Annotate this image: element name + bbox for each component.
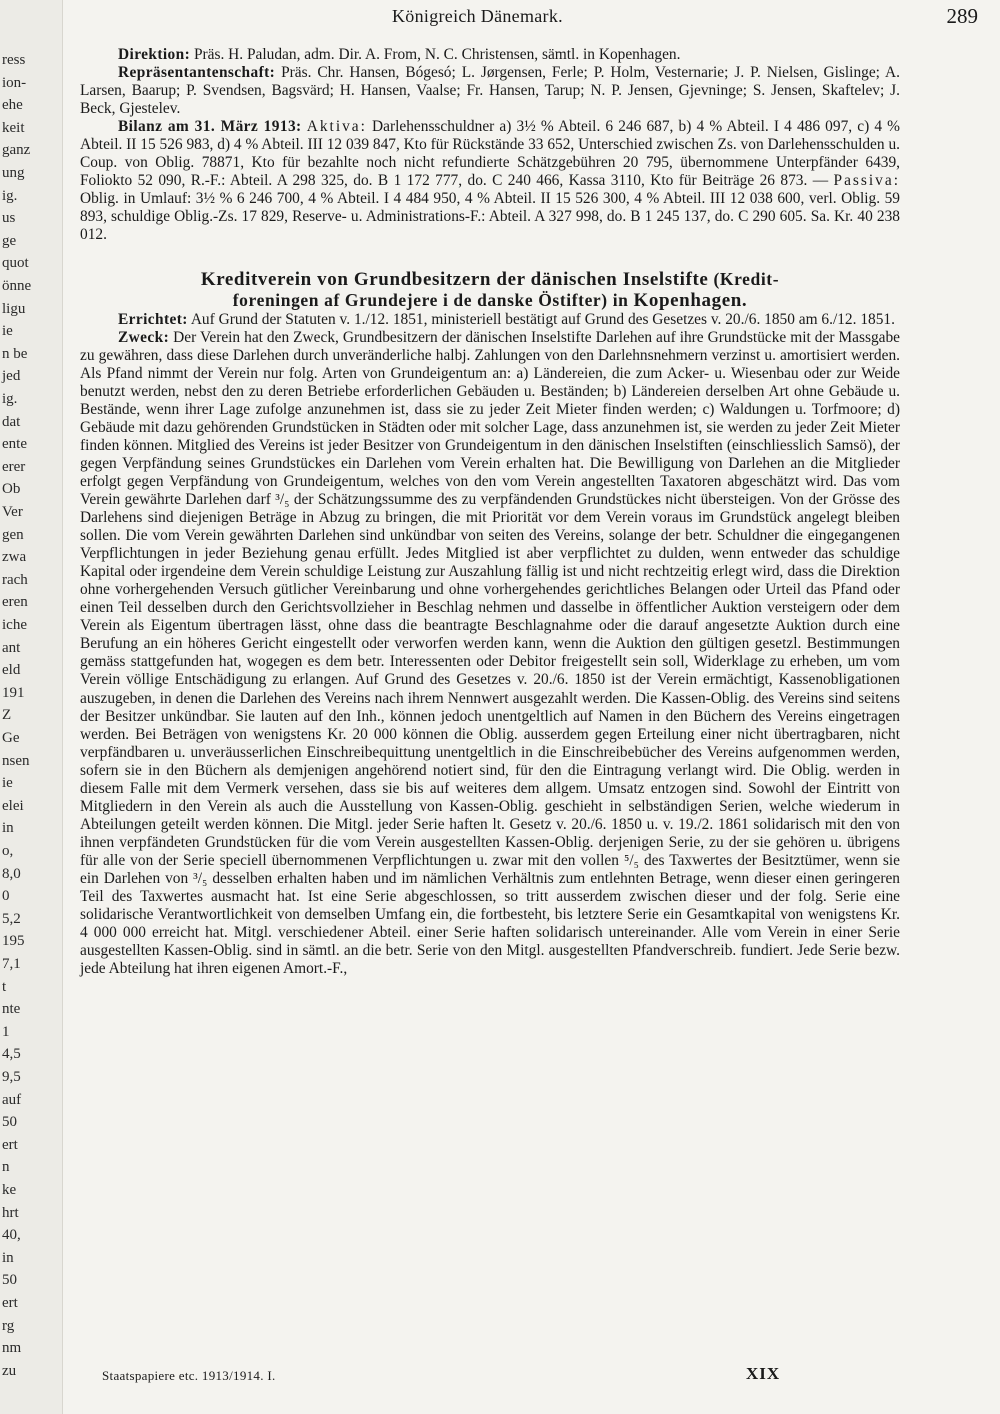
- representatives-paragraph: [80, 64, 900, 118]
- balance-assets-text: Darlehensschuldner a) 3½ % Abteil. 6 246 687, b) 4 % Abteil. I 4 486 097, c) 4 % Abteil. II 15 526 983, d) 4 % Abteil. III 12 039 847, Kto für Rückstände 33 652, Unterschied zwischen Zs. von Darlehensschulden u. Coup. von Oblig. 78871, Kto für bezahlte noch nicht refundierte Schätzgebühren 20 795, übernommene Unterpfänder 6439, Foliokto 52 090, R.-F.: Abteil. A 298 325, do. B 1 172 777, do. C 240 466, Kassa 3110, Kto für Beiträge 26 873. —: [80, 118, 900, 190]
- previous-page-fragment: ke: [2, 1182, 17, 1198]
- representatives-label: Repräsentantenschaft:: [118, 64, 276, 82]
- previous-page-fragment: önne: [2, 278, 32, 294]
- previous-page-fragment: ehe: [2, 97, 23, 114]
- aktiva-label: Aktiva:: [306, 118, 367, 136]
- section-heading-line-2: [80, 290, 900, 311]
- direktion-text: Präs. H. Paludan, adm. Dir. A. From, N. C. Christensen, sämtl. in Kopenhagen.: [193, 46, 681, 63]
- previous-page-margin: [0, 0, 63, 1414]
- previous-page-fragment: zwa: [2, 549, 27, 566]
- previous-page-fragment: o,: [2, 843, 14, 859]
- previous-page-fragment: 195: [2, 933, 25, 950]
- previous-page-fragment: ente: [2, 436, 27, 453]
- footer-signature: XIX: [746, 1364, 781, 1383]
- previous-page-fragment: 7,1: [2, 956, 21, 972]
- balance-liabilities-text: Oblig. in Umlauf: 3½ % 6 246 700, 4 % Abteil. I 4 484 950, 4 % Abteil. II 15 526 300, 4 % Abteil. III 12 038 600, verl. Oblig. 59 893, schuldige Oblig.-Zs. 17 829, Reserve- u. Administrations-F.: Abteil. A 327 998, do. B 1 245 137, do. C 290 605. Sa. Kr. 40 238 012.: [80, 190, 900, 244]
- zweck-label: Zweck:: [118, 328, 170, 346]
- previous-page-fragment: dat: [2, 413, 21, 430]
- previous-page-fragment: 9,5: [2, 1069, 21, 1085]
- previous-page-fragment: Ver: [2, 504, 23, 520]
- previous-page-fragment: jed: [2, 368, 21, 385]
- previous-page-fragment: 1: [2, 1023, 10, 1040]
- previous-page-fragment: nm: [2, 1340, 22, 1357]
- previous-page-fragment: in: [2, 820, 14, 837]
- section-heading-city: Kopenhagen.: [633, 289, 748, 311]
- previous-page-fragment: ant: [2, 639, 21, 656]
- previous-page-fragment: ie: [2, 775, 13, 792]
- previous-page-fragment: elei: [2, 797, 24, 814]
- section-heading-line-1: [80, 269, 900, 290]
- previous-page-fragment: 50: [2, 1272, 17, 1289]
- previous-page-fragment: auf: [2, 1091, 22, 1108]
- previous-page-fragment: n be: [2, 345, 28, 362]
- previous-page-fragment: rg: [2, 1317, 15, 1334]
- previous-page-fragment: zu: [2, 1362, 17, 1379]
- section-heading-main: Kreditverein von Grundbesitzern der dänischen Inselstifte: [200, 268, 709, 290]
- previous-page-fragment: Ob: [2, 481, 21, 498]
- previous-page-fragment: rach: [2, 571, 28, 588]
- previous-page-fragment: keit: [2, 119, 25, 136]
- previous-page-fragment: ge: [2, 232, 17, 249]
- previous-page-fragment: 50: [2, 1114, 17, 1131]
- previous-page-fragment: quot: [2, 255, 29, 272]
- page-body: [80, 46, 900, 978]
- previous-page-fragment: in: [2, 1249, 14, 1266]
- previous-page-fragment: Z: [2, 707, 12, 724]
- previous-page-fragment: iche: [2, 617, 27, 633]
- previous-page-fragment: ung: [2, 165, 25, 181]
- previous-page-fragment: ress: [2, 52, 26, 68]
- zweck-text: Der Verein hat den Zweck, Grundbesitzern der dänischen Inselstifte Darlehen auf ihre Grundstücke mit der Massgabe zu gewähren, dass diese Darlehen durch unveränderliche halbj. Zahlungen von den Darlehnsnehmern verzinst u. amortisiert werden. Als Pfand nimmt der Verein nur folg. Arten von Grundeigentum an: a) Ländereien, die zum Acker- u. Wiesenbau oder zur Weide benutzt werden, nebst den zu deren Betriebe erforderlichen Gebäuden u. Beständen; b) Ländereien derselben Art ohne Gebäude u. Bestände, wenn ihrer Lage zufolge anzunehmen ist, dass sie zu jeder Zeit Mieter finden werden; c) Waldungen u. Torfmoore; d) Gebäude mit dazu gehörenden Grundstücken in Städten oder mit solcher Lage, dass anzunehmen ist, sie werden zu jeder Zeit Mieter finden können. Mitglied des Vereins ist jeder Besitzer von Grundeigentum in den dänischen Inselstiften (einschliesslich Samsö), der gegen Verpfändung seines Grundstückes ein Darlehen vom Verein erhalten hat. Die Bewilligung von Darlehen an die Mitglieder erfolgt gegen Verpfändung von Grundeigentum, welches von den vom Verein angestellten Taxatoren abgeschätzt wird. Das vom Verein gewährte Darlehen darf ³/₅ der Schätzungssumme des zu verpfändenden Grundstückes nicht übersteigen. Von der Grösse des Darlehens sind diejenigen Beträge in Abzug zu bringen, die mit Priorität vor dem Verein voraus im Grundstück angelegt bleiben sollen. Die vom Verein gewährten Darlehen sind unkündbar von seiten des Vereins, solange der betr. Schuldner die eingegangenen Verpflichtungen in jeder Beziehung genau erfüllt. Jedes Mitglied ist aber verpflichtet zu dulden, wenn entweder das schuldige Kapital oder irgendeine dem Verein schuldige Leistung zur Auszahlung fällig ist und nicht rechtzeitig erlegt wird, dass die Direktion ohne vorhergehenden Versuch gütlicher Vereinbarung und ohne vorhergehendes gerichtliches Belangen oder Urteil das Pfand oder einen Teil desselben durch den Gerichtsvollzieher in Beschlag nehmen und dasselbe in öffentlicher Auktion versteigern oder dem Verein als Eigentum übertragen lässt, ohne dass die beantragte Beschlagnahme oder die darauf angesetzte Auktion durch eine Berufung an ein höheres Gericht eingestellt oder verworfen werden kann, wenn die Auktion den gültigen gesetzl. Bestimmungen gemäss stattgefunden hat, wogegen es dem betr. Interessenten oder Debitor freigestellt sein soll, Widerklage zu erheben, um vom Verein völlige Entschädigung zu erlangen. Auf Grund des Gesetzes v. 20./6. 1850 ist der Verein ermächtigt, Kassenobligationen auszugeben, in denen die Darlehen des Vereins nach ihrem Nennwert ausgezahlt werden. Die Kassen-Oblig. des Vereins sind seitens der Besitzer unkündbar. Sie lauten auf den Inh., können jedoch unentgeltlich auf Namen in den Büchern des Vereins eingetragen werden. Bei Beträgen von wenigstens Kr. 20 000 können die Oblig. ausserdem gegen Erteilung einer nicht übertragbaren, nicht verpfändbaren u. unveräusserlichen Einschreibequittung unentgeltlich in die Einschreibebücher des Vereins aufgenommen werden, sofern sie in den Büchern als demjenigen angehörend notiert sind, für den die Eintragung verlangt wird. Die Oblig. werden in diesem Falle mit dem Vermerk versehen, dass sie bis auf weiteres dem allgem. Umsatz entzogen sind. Sowohl der Eintritt von Mitgliedern in den Verein als auch die Ausstellung von Kassen-Oblig. geschieht in selbständigen Serien, welche wiederum in Abteilungen geteilt werden können. Die Mitgl. jeder Serie haften lt. Gesetz v. 20./6. 1850 u. v. 19./2. 1861 solidarisch mit den von ihnen verpfändeten Grundstücken für die vom Verein ausgestellten Kassen-Oblig. derjenigen Serie, zu der sie gehören u. übrigens für alle von der Serie speciell übernommenen Verpflichtungen u. zwar mit den vollen ⁵/₅ des Taxwertes der Besitztümer, wenn sie ein Darlehen von ³/₅ desselben erhalten haben und im nämlichen Verhältnis zum entlehnten Betrage, wenn dieser einen geringeren Teil des Taxwertes ausmacht hat. Ist eine Serie abgeschlossen, so tritt ausserdem zwischen dieser und der folg. Serie eine solidarische Verantwortlichkeit von demselben Umfang ein, die fortbesteht, bis letztere Serie ein Gesamtkapital von wenigstens Kr. 4 000 000 erreicht hat. Mitgl. verschiedener Abteil. einer Serie haften solidarisch untereinander. Alle vom Verein in einer Serie ausgestellten Kassen-Oblig. sind in sämtl. an die betr. Serie von den Mitgl. ausgestellten Pfandverschreib. fundiert. Jede Serie bezw. jede Abteilung hat ihren eigenen Amort.-F.,: [80, 328, 900, 978]
- previous-page-fragment: Ge: [2, 730, 20, 746]
- previous-page-fragment: us: [2, 210, 16, 227]
- previous-page-fragment: eren: [2, 594, 28, 611]
- previous-page-fragment: ert: [2, 1136, 18, 1153]
- document-page: [80, 0, 980, 1414]
- previous-page-fragment: ligu: [2, 300, 26, 317]
- previous-page-fragment: 8,0: [2, 865, 21, 882]
- balance-paragraph: [80, 118, 900, 244]
- representatives-text: Präs. Chr. Hansen, Bógesó; L. Jørgensen, Ferle; P. Holm, Vesternarie; J. P. Nielsen, Gislinge; A. Larsen, Baarup; P. Svendsen, Bagsvärd; H. Hansen, Vaalse; Fr. Hansen, Tarup; N. P. Jensen, Gjevninge; S. Jensen, Skaftelev; J. Beck, Gjestelev.: [80, 64, 900, 118]
- previous-page-fragment: nsen: [2, 752, 30, 769]
- page-header: [80, 6, 980, 32]
- previous-page-fragment: 4,5: [2, 1046, 21, 1063]
- footer-source: Staatspapiere etc. 1913/1914. I.: [102, 1368, 276, 1383]
- previous-page-fragment: ie: [2, 323, 13, 340]
- direktion-paragraph: [80, 46, 900, 64]
- balance-label: Bilanz am 31. März 1913:: [118, 118, 302, 136]
- previous-page-fragment: ert: [2, 1295, 18, 1311]
- previous-page-fragment: ganz: [2, 142, 31, 159]
- previous-page-fragment: erer: [2, 458, 26, 475]
- errichtet-text: Auf Grund der Statuten v. 1./12. 1851, ministeriell bestätigt auf Grund des Gesetzes v. 20./6. 1850 am 6./12. 1851.: [190, 310, 895, 328]
- previous-page-fragment: ig.: [2, 391, 18, 407]
- errichtet-paragraph: [80, 311, 900, 329]
- previous-page-fragment: nte: [2, 1001, 21, 1018]
- page-number: 289: [946, 4, 978, 28]
- previous-page-fragment: ion-: [2, 74, 27, 91]
- previous-page-fragment: eld: [2, 662, 21, 679]
- previous-page-fragment: gen: [2, 526, 24, 543]
- section-heading-danish: foreningen af Grundejere i de danske Östifter) in: [232, 289, 629, 310]
- previous-page-fragment: 0: [2, 888, 10, 905]
- previous-page-fragment: hrt: [2, 1204, 19, 1221]
- section-heading: [80, 269, 900, 311]
- section-heading-paren-open: (Kredit-: [713, 268, 780, 289]
- direktion-label: Direktion:: [118, 46, 191, 63]
- previous-page-fragment: 40,: [2, 1227, 21, 1244]
- passiva-label: Passiva:: [833, 172, 900, 190]
- previous-page-fragment: 5,2: [2, 910, 21, 927]
- previous-page-fragment: 191: [2, 684, 25, 701]
- errichtet-label: Errichtet:: [118, 310, 188, 328]
- page-footer: [80, 1366, 980, 1390]
- previous-page-fragment: ig.: [2, 187, 18, 204]
- zweck-paragraph: [80, 329, 900, 979]
- running-title: Königreich Dänemark.: [392, 6, 563, 26]
- previous-page-fragment: t: [2, 978, 7, 995]
- previous-page-fragment: n: [2, 1159, 10, 1176]
